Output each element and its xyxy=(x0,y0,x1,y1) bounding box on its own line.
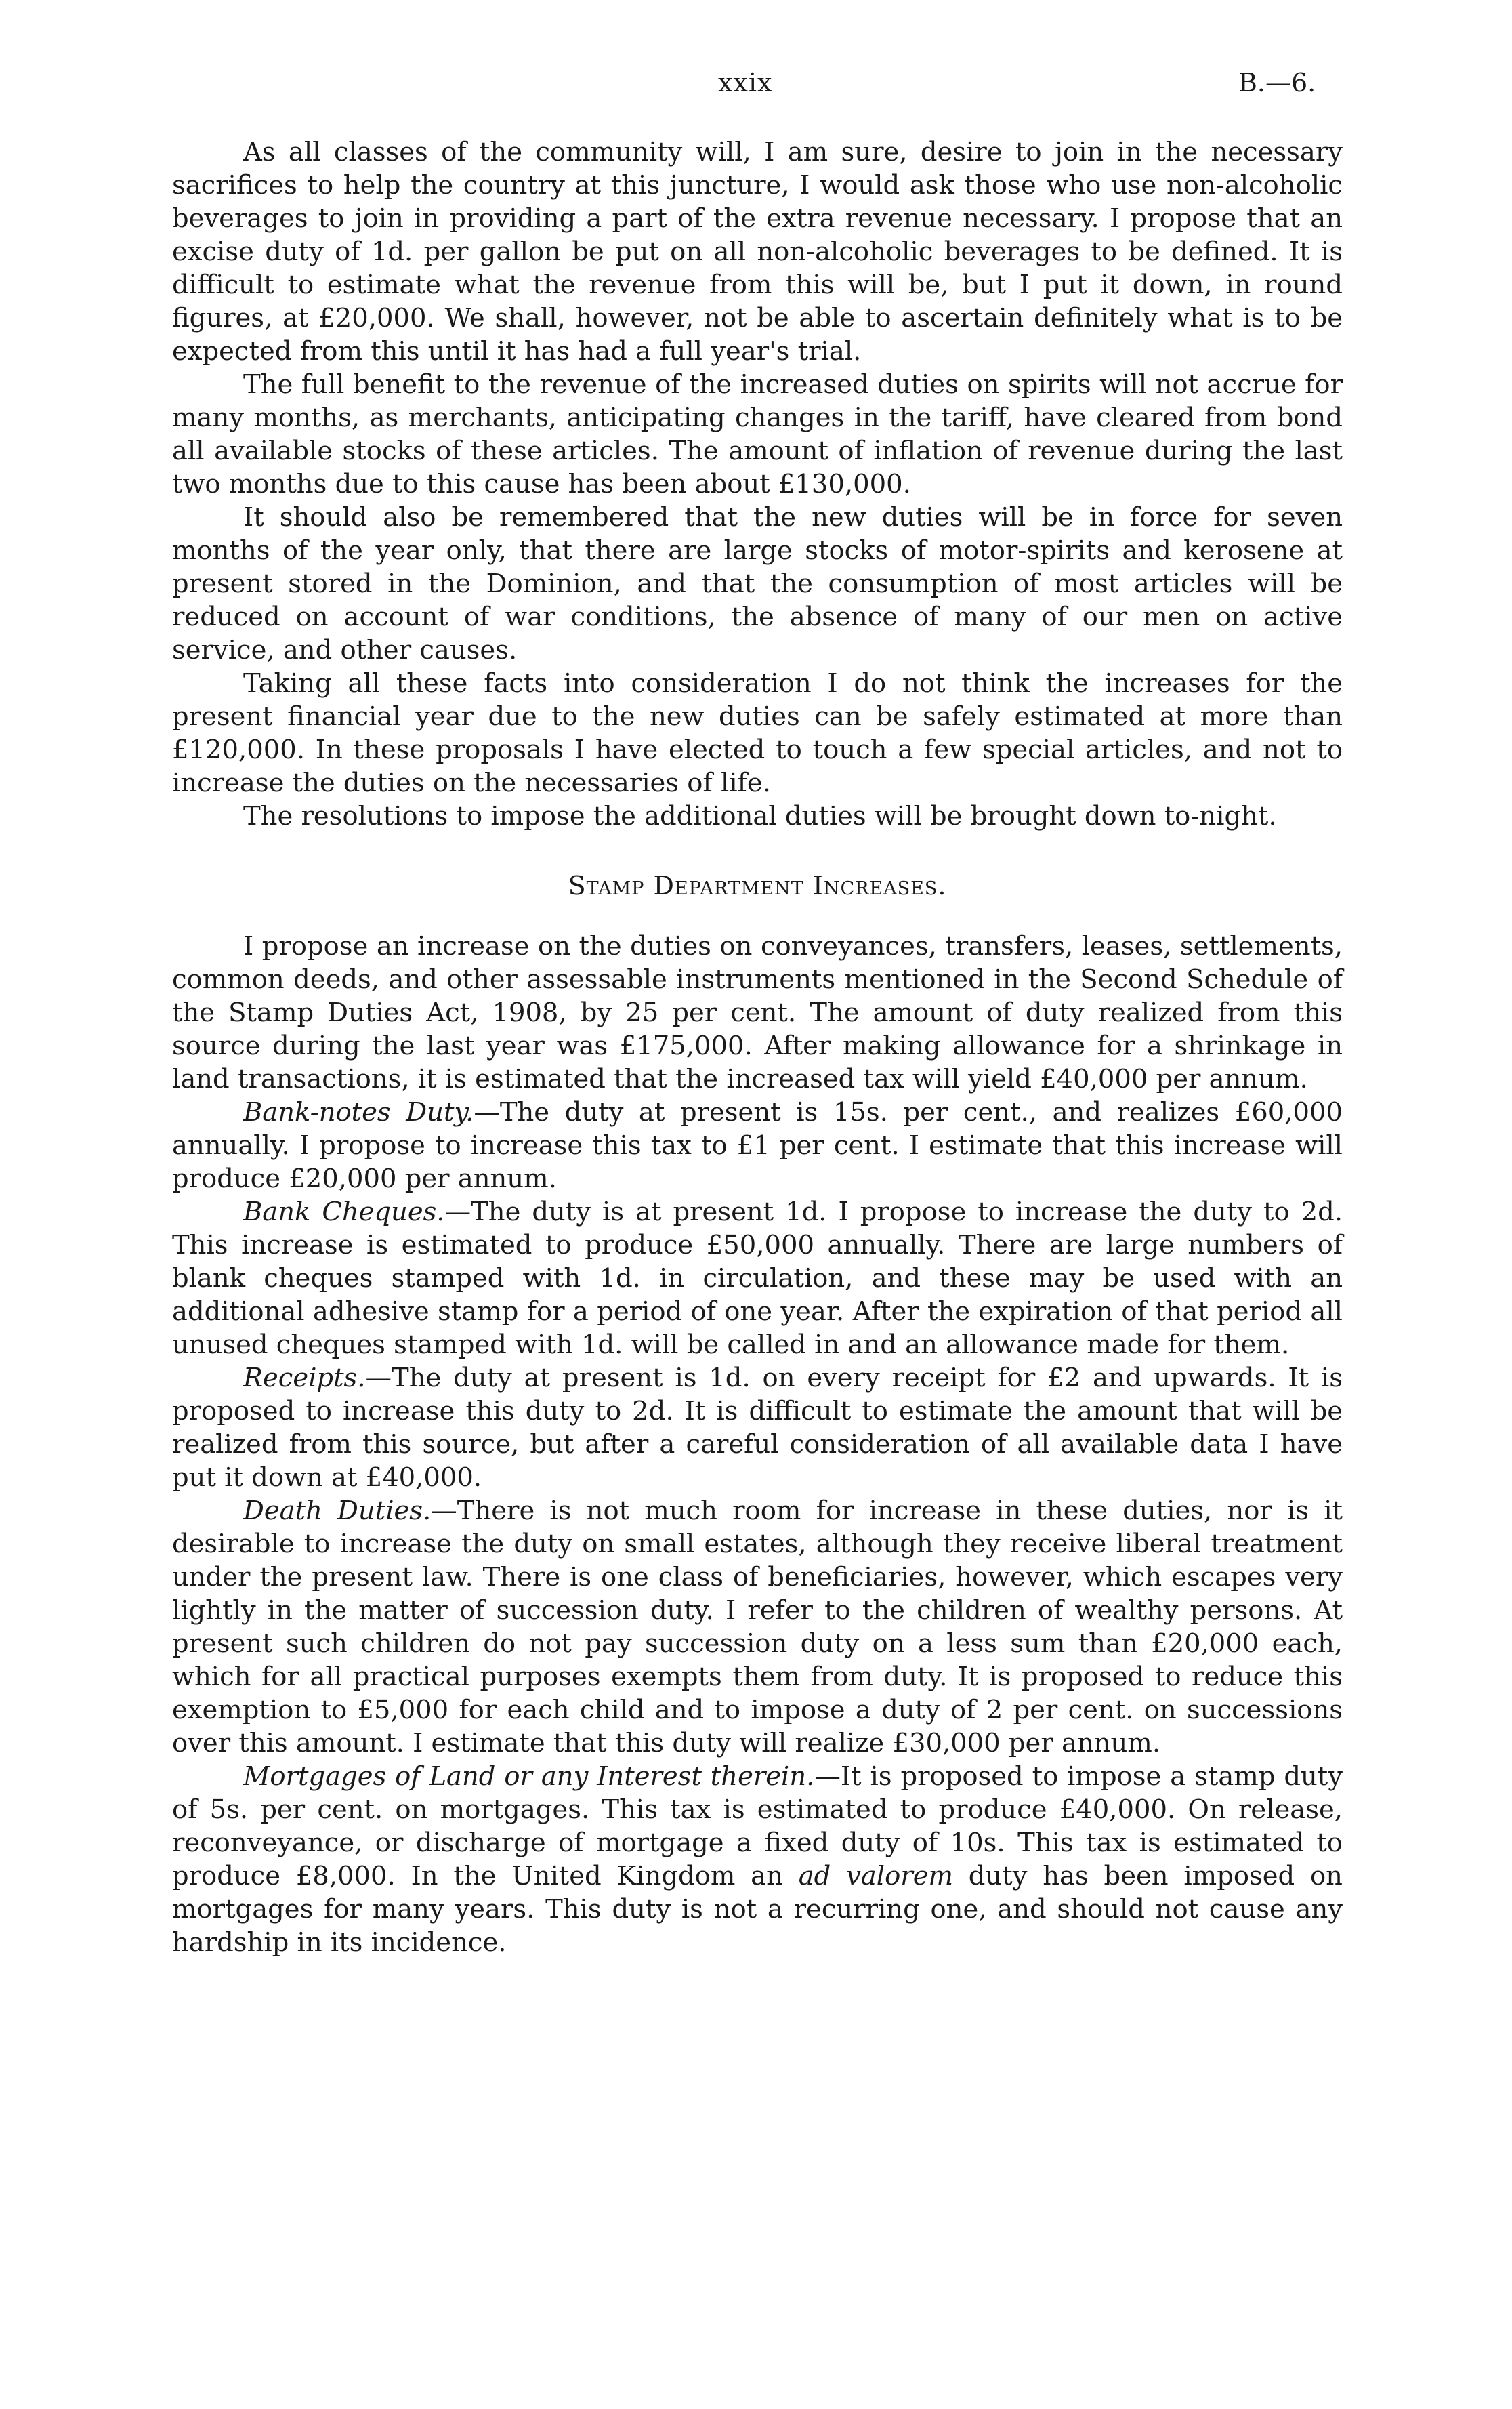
body-text xyxy=(172,136,1343,1959)
paragraph-bank-cheques xyxy=(172,1195,1343,1361)
paragraph: As all classes of the community will, I am sure, desire to join in the necessary sacrifices to help the country at this juncture, I would ask those who use non-alcoholic beverages to join in providing a part of the extra revenue necessary. I propose that an excise duty of 1d. per gallon be put on all non-alcoholic beverages to be defined. It is difficult to estimate what the revenue from this will be, but I put it down, in round figures, at £20,000. We shall, however, not be able to ascertain definitely what is to be expected from this until it has had a full year's trial. xyxy=(172,137,1343,367)
paragraph-text: I propose an increase on the duties on conveyances, transfers, leases, settlements, common deeds, and other assessable instruments mentioned in the Second Schedule of the Stamp Duties Act, 1908, by 25 per cent. The amount of duty realized from this source during the last year was £175,000. After making allowance for a shrinkage in land transactions, it is estimated that the increased tax will yield £40,000 per annum. xyxy=(172,931,1343,1094)
document-reference: B.—6. xyxy=(1238,68,1316,98)
paragraph-text: —The duty at present is 1d. on every receipt for £2 and upwards. It is proposed to increase this duty to 2d. It is difficult to estimate the amount that will be realized from this source, but after a careful consideration of all available data I have put it down at £40,000. xyxy=(172,1363,1343,1493)
paragraph-bank-notes-duty xyxy=(172,1096,1343,1195)
paragraph-death-duties xyxy=(172,1494,1343,1760)
latin-phrase: ad valorem xyxy=(798,1861,953,1891)
paragraph: Taking all these facts into consideration I do not think the increases for the present financial year due to the new duties can be safely estimated at more than £120,000. In these proposals I have elected to touch a few special articles, and not to increase the duties on the necessaries of life. xyxy=(172,668,1343,798)
paragraph xyxy=(172,930,1343,1096)
paragraph: It should also be remembered that the new duties will be in force for seven months of the year only, that there are large stocks of motor-spirits and kerosene at present stored in the Dominion, and that the consumption of most articles will be reduced on account of war conditions, the absence of many of our men on active service, and other causes. xyxy=(172,502,1343,665)
paragraph-mortgages xyxy=(172,1760,1343,1959)
page-number: xxix xyxy=(718,68,773,98)
run-in-heading: Mortgages of Land or any Interest therein. xyxy=(243,1761,815,1792)
run-in-heading: Bank-notes Duty. xyxy=(243,1097,474,1128)
run-in-heading: Receipts. xyxy=(243,1363,366,1393)
paragraph-text: —It is proposed to impose a stamp duty of 5s. per cent. on mortgages. This tax is estimated to produce £40,000. On release, reconveyance, or discharge of mortgage a fixed duty of 10s. This tax is estimated to produce £8,000. In the United Kingdom an xyxy=(172,1761,1343,1891)
paragraph-text: —There is not much room for increase in these duties, nor is it desirable to increase the duty on small estates, although they receive liberal treatment under the present law. There is one class of beneficiaries, however, which escapes very lightly in the matter of succession duty. I refer to the children of wealthy persons. At present such children do not pay succession duty on a less sum than £20,000 each, which for all practical purposes exempts them from duty. It is proposed to reduce this exemption to £5,000 for each child and to impose a duty of 2 per cent. on successions over this amount. I estimate that this duty will realize £30,000 per annum. xyxy=(172,1496,1343,1758)
paragraph: The resolutions to impose the additional duties will be brought down to-night. xyxy=(243,801,1277,831)
section-heading: Stamp Department Increases. xyxy=(568,871,947,901)
paragraph-receipts xyxy=(172,1361,1343,1494)
paragraph-text-tail: duty has been imposed on mortgages for many years. This duty is not a recurring one, and should not cause any hardship in its incidence. xyxy=(172,1861,1343,1958)
run-in-heading: Bank Cheques. xyxy=(243,1197,445,1227)
paragraph-text: —The duty at present is 15s. per cent., and realizes £60,000 annually. I propose to increase this tax to £1 per cent. I estimate that this increase will produce £20,000 per annum. xyxy=(172,1097,1343,1194)
paragraph: The full benefit to the revenue of the increased duties on spirits will not accrue for many months, as merchants, anticipating changes in the tariff, have cleared from bond all available stocks of these articles. The amount of inflation of revenue during the last two months due to this cause has been about £130,000. xyxy=(172,369,1343,499)
run-in-heading: Death Duties. xyxy=(243,1496,432,1526)
paragraph-text: —The duty is at present 1d. I propose to increase the duty to 2d. This increase is estimated to produce £50,000 annually. There are large numbers of blank cheques stamped with 1d. in circulation, and these may be used with an additional adhesive stamp for a period of one year. After the expiration of that period all unused cheques stamped with 1d. will be called in and an allowance made for them. xyxy=(172,1197,1343,1360)
